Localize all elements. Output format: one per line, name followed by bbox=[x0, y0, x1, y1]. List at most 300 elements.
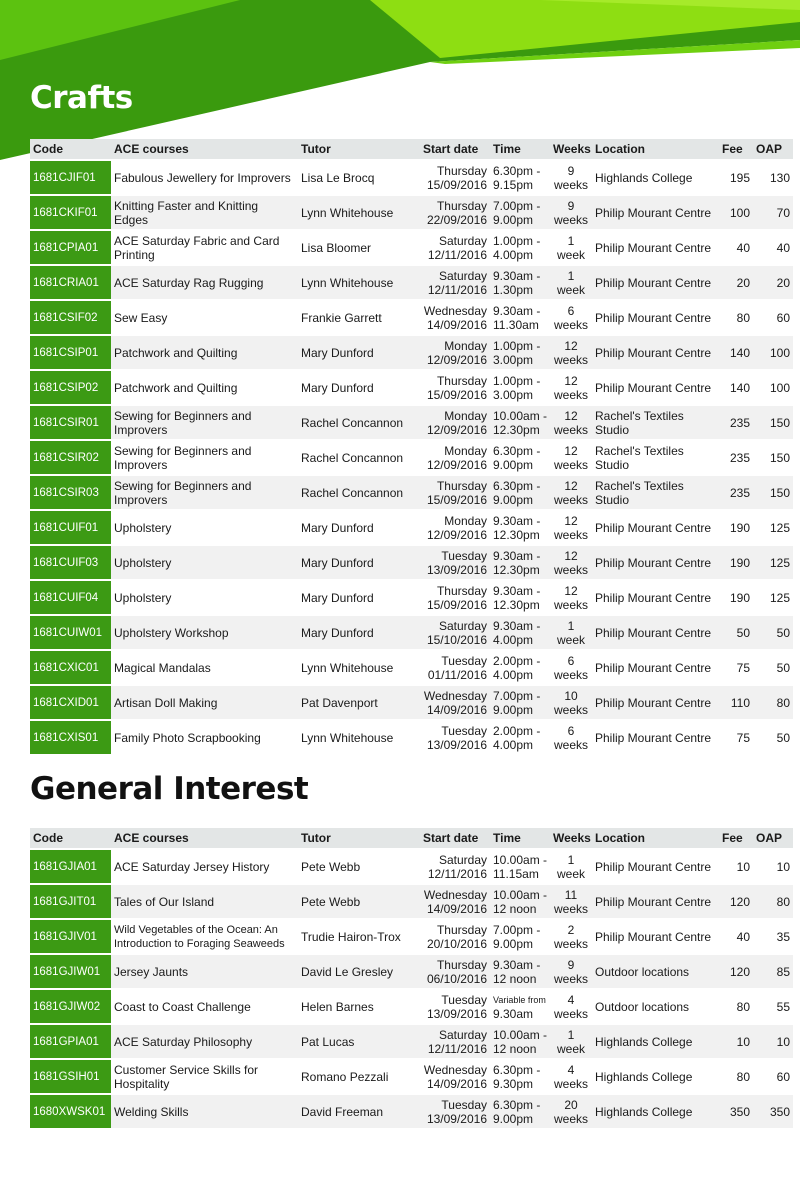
oap-fee: 60 bbox=[776, 310, 790, 325]
time bbox=[490, 954, 550, 989]
weeks: 12 weeks bbox=[550, 335, 592, 370]
time-start: 10.00am - bbox=[493, 887, 548, 902]
tutor-name: David Le Gresley bbox=[298, 954, 420, 989]
course-code: 1681GJIV01 bbox=[30, 919, 111, 954]
start-day: Monday bbox=[444, 513, 487, 528]
location: Philip Mourant Centre bbox=[595, 520, 712, 535]
oap-fee: 55 bbox=[776, 999, 790, 1014]
course-name: Knitting Faster and Knitting Edges bbox=[111, 195, 298, 230]
time-end: 12.30pm bbox=[493, 527, 540, 542]
start-date-value: 12/09/2016 bbox=[426, 352, 487, 367]
tutor-name: Lynn Whitehouse bbox=[298, 265, 420, 300]
tutor-name: Pete Webb bbox=[298, 884, 420, 919]
tutor-name: Lynn Whitehouse bbox=[301, 730, 394, 745]
table-row bbox=[30, 160, 793, 195]
time-end: 9.00pm bbox=[493, 212, 534, 227]
fee: 190 bbox=[729, 590, 750, 605]
time-end: 12 noon bbox=[493, 1041, 537, 1056]
time bbox=[490, 884, 550, 919]
start-date bbox=[420, 849, 490, 884]
time-end: 4.00pm bbox=[493, 247, 534, 262]
course-code: 1681CXIC01 bbox=[30, 650, 111, 685]
header-fee: Fee bbox=[719, 139, 753, 160]
start-date-value: 06/10/2016 bbox=[426, 971, 487, 986]
start-date-value: 15/09/2016 bbox=[426, 492, 487, 507]
oap-fee: 350 bbox=[753, 1094, 793, 1128]
time-start: 6.30pm - bbox=[493, 163, 541, 178]
fee: 140 bbox=[719, 335, 753, 370]
time-start: 6.30pm - bbox=[493, 478, 541, 493]
table-header-row bbox=[30, 139, 793, 160]
table-row bbox=[30, 1059, 793, 1094]
course-name: Wild Vegetables of the Ocean: An Introduction to Foraging Seaweeds bbox=[114, 923, 285, 950]
course-code: 1681CSIR01 bbox=[30, 405, 111, 440]
tutor-name: Pat Lucas bbox=[298, 1024, 420, 1059]
start-date bbox=[420, 335, 490, 370]
time-end: 11.30am bbox=[493, 317, 539, 332]
time bbox=[490, 580, 550, 615]
weeks: 9 weeks bbox=[550, 195, 592, 230]
start-date bbox=[420, 884, 490, 919]
weeks: 1 week bbox=[556, 852, 585, 881]
fee: 190 bbox=[729, 520, 750, 535]
time bbox=[490, 265, 550, 300]
tutor-name: Frankie Garrett bbox=[301, 310, 382, 325]
header-fee: Fee bbox=[719, 828, 753, 849]
oap-fee: 100 bbox=[769, 380, 790, 395]
start-date-value: 14/09/2016 bbox=[426, 702, 487, 717]
course-code: 1680XWSK01 bbox=[30, 1094, 111, 1128]
location: Philip Mourant Centre bbox=[592, 884, 719, 919]
course-code: 1681CSIF02 bbox=[30, 300, 111, 335]
course-code: 1681GJIT01 bbox=[30, 884, 111, 919]
course-name: Upholstery bbox=[114, 520, 172, 535]
start-date bbox=[420, 1024, 490, 1059]
time bbox=[490, 849, 550, 884]
location: Outdoor locations bbox=[592, 954, 719, 989]
tutor-name: Mary Dunford bbox=[298, 335, 420, 370]
course-code: 1681CUIF01 bbox=[30, 510, 111, 545]
table-row bbox=[30, 195, 793, 230]
time-start: 1.00pm - bbox=[493, 373, 541, 388]
start-day: Monday bbox=[444, 408, 487, 423]
weeks: 20 weeks bbox=[550, 1094, 592, 1128]
tutor-name: Mary Dunford bbox=[301, 520, 374, 535]
location: Rachel's Textiles Studio bbox=[592, 475, 719, 510]
time bbox=[490, 510, 550, 545]
course-name: Customer Service Skills for Hospitality bbox=[114, 1062, 259, 1091]
start-date bbox=[420, 650, 490, 685]
oap-fee: 100 bbox=[753, 335, 793, 370]
time bbox=[490, 1094, 550, 1128]
fee: 10 bbox=[736, 859, 750, 874]
start-day: Monday bbox=[444, 338, 487, 353]
table-row bbox=[30, 405, 793, 440]
course-name: Family Photo Scrapbooking bbox=[114, 730, 261, 745]
course-code: 1681CJIF01 bbox=[30, 160, 111, 195]
time-start: Variable from bbox=[493, 994, 546, 1005]
start-date bbox=[420, 545, 490, 580]
location: Highlands College bbox=[592, 1094, 719, 1128]
weeks: 1 week bbox=[550, 265, 592, 300]
time-start: 9.30am - bbox=[493, 513, 541, 528]
start-date-value: 22/09/2016 bbox=[426, 212, 487, 227]
time bbox=[490, 615, 550, 650]
start-date-value: 13/09/2016 bbox=[426, 1006, 487, 1021]
start-day: Saturday bbox=[438, 618, 487, 633]
weeks: 1 week bbox=[550, 1024, 592, 1059]
course-code: 1681GJIA01 bbox=[30, 849, 111, 884]
time-end: 3.00pm bbox=[493, 352, 534, 367]
table-row bbox=[30, 884, 793, 919]
oap-fee: 125 bbox=[753, 545, 793, 580]
start-day: Tuesday bbox=[441, 723, 487, 738]
time-start: 9.30am - bbox=[493, 583, 541, 598]
course-code: 1681CPIA01 bbox=[30, 230, 111, 265]
start-date-value: 13/09/2016 bbox=[426, 737, 487, 752]
start-date bbox=[420, 1059, 490, 1094]
start-day: Wednesday bbox=[423, 303, 487, 318]
fee: 235 bbox=[729, 450, 750, 465]
oap-fee: 125 bbox=[769, 590, 790, 605]
start-day: Tuesday bbox=[441, 992, 487, 1007]
start-day: Saturday bbox=[438, 1027, 487, 1042]
course-name: Fabulous Jewellery for Improvers bbox=[114, 170, 291, 185]
time bbox=[490, 405, 550, 440]
oap-fee: 70 bbox=[753, 195, 793, 230]
fee: 10 bbox=[719, 1024, 753, 1059]
start-day: Thursday bbox=[436, 163, 487, 178]
oap-fee: 150 bbox=[753, 405, 793, 440]
time-end: 4.00pm bbox=[493, 737, 534, 752]
tutor-name: Lisa Bloomer bbox=[301, 240, 372, 255]
location: Highlands College bbox=[595, 170, 693, 185]
time-end: 9.30am bbox=[493, 1006, 534, 1021]
course-name: Sewing for Beginners and Improvers bbox=[114, 443, 252, 472]
header-location: Location bbox=[592, 828, 719, 849]
tutor-name: Trudie Hairon-Trox bbox=[301, 929, 401, 944]
table-row bbox=[30, 475, 793, 510]
fee: 80 bbox=[736, 310, 750, 325]
location: Philip Mourant Centre bbox=[595, 660, 712, 675]
course-name: ACE Saturday Fabric and Card Printing bbox=[114, 233, 280, 262]
start-day: Tuesday bbox=[441, 1097, 487, 1112]
tutor-name: Mary Dunford bbox=[301, 380, 374, 395]
time-end: 9.00pm bbox=[493, 457, 534, 472]
time-end: 9.30pm bbox=[493, 1076, 534, 1091]
start-day: Saturday bbox=[438, 233, 487, 248]
start-date bbox=[420, 720, 490, 754]
location: Highlands College bbox=[592, 1024, 719, 1059]
start-date-value: 12/11/2016 bbox=[427, 866, 487, 881]
table-row bbox=[30, 849, 793, 884]
course-name: Welding Skills bbox=[111, 1094, 298, 1128]
start-date-value: 15/09/2016 bbox=[426, 177, 487, 192]
header-course: ACE courses bbox=[111, 828, 298, 849]
course-name: Sewing for Beginners and Improvers bbox=[111, 405, 298, 440]
start-date-value: 14/09/2016 bbox=[426, 901, 487, 916]
start-date-value: 12/11/2016 bbox=[427, 1041, 487, 1056]
fee: 235 bbox=[719, 405, 753, 440]
time-end: 12.30pm bbox=[493, 597, 540, 612]
section-title-general-interest: General Interest bbox=[30, 771, 309, 807]
course-name: Magical Mandalas bbox=[114, 660, 211, 675]
header-code: Code bbox=[30, 828, 111, 849]
time-start: 6.30pm - bbox=[493, 1062, 541, 1077]
location: Philip Mourant Centre bbox=[595, 240, 712, 255]
weeks: 12 weeks bbox=[553, 443, 588, 472]
start-day: Wednesday bbox=[423, 887, 487, 902]
time bbox=[490, 545, 550, 580]
tutor-name: Lynn Whitehouse bbox=[301, 660, 394, 675]
start-day: Wednesday bbox=[423, 1062, 487, 1077]
start-date-value: 01/11/2016 bbox=[427, 667, 487, 682]
header-tutor: Tutor bbox=[298, 828, 420, 849]
crafts-course-table bbox=[30, 139, 793, 754]
fee: 195 bbox=[729, 170, 750, 185]
table-row bbox=[30, 370, 793, 405]
fee: 350 bbox=[719, 1094, 753, 1128]
tutor-name: Pete Webb bbox=[301, 859, 361, 874]
header-tutor: Tutor bbox=[298, 139, 420, 160]
start-date bbox=[420, 405, 490, 440]
oap-fee: 10 bbox=[776, 859, 790, 874]
start-day: Tuesday bbox=[441, 548, 487, 563]
time bbox=[490, 989, 550, 1024]
weeks: 2 weeks bbox=[553, 922, 588, 951]
table-header-row bbox=[30, 828, 793, 849]
course-code: 1681CRIA01 bbox=[30, 265, 111, 300]
time-end: 12 noon bbox=[493, 971, 537, 986]
start-date-value: 14/09/2016 bbox=[426, 317, 487, 332]
oap-fee: 50 bbox=[776, 730, 790, 745]
location: Rachel's Textiles Studio bbox=[595, 443, 684, 472]
time bbox=[490, 720, 550, 754]
start-date-value: 12/11/2016 bbox=[427, 282, 487, 297]
course-name: Coast to Coast Challenge bbox=[114, 999, 251, 1014]
header-weeks: Weeks bbox=[550, 139, 592, 160]
start-date bbox=[420, 300, 490, 335]
oap-fee: 40 bbox=[776, 240, 790, 255]
start-date bbox=[420, 580, 490, 615]
start-date-value: 20/10/2016 bbox=[426, 936, 487, 951]
time-start: 9.30am - bbox=[493, 957, 541, 972]
start-date bbox=[420, 160, 490, 195]
time-start: 10.00am - bbox=[493, 408, 548, 423]
weeks: 4 weeks bbox=[553, 992, 588, 1021]
weeks: 1 week bbox=[550, 615, 592, 650]
start-date-value: 12/11/2016 bbox=[427, 247, 487, 262]
fee: 120 bbox=[719, 884, 753, 919]
time-start: 9.30am - bbox=[493, 268, 541, 283]
table-row bbox=[30, 650, 793, 685]
tutor-name: Mary Dunford bbox=[301, 590, 374, 605]
weeks: 12 weeks bbox=[553, 373, 588, 402]
tutor-name: Rachel Concannon bbox=[301, 450, 404, 465]
table-row bbox=[30, 720, 793, 754]
course-code: 1681CSIP01 bbox=[30, 335, 111, 370]
fee: 40 bbox=[736, 240, 750, 255]
time-start: 10.00am - bbox=[493, 1027, 548, 1042]
weeks: 10 weeks bbox=[550, 685, 592, 720]
weeks: 12 weeks bbox=[553, 583, 588, 612]
course-code: 1681GSIH01 bbox=[30, 1059, 111, 1094]
weeks: 1 week bbox=[556, 233, 585, 262]
table-row bbox=[30, 1094, 793, 1128]
time-end: 1.30pm bbox=[493, 282, 534, 297]
oap-fee: 150 bbox=[769, 450, 790, 465]
weeks: 11 weeks bbox=[550, 884, 592, 919]
time bbox=[490, 685, 550, 720]
time-end: 4.00pm bbox=[493, 667, 534, 682]
start-date-value: 15/09/2016 bbox=[426, 597, 487, 612]
time-start: 7.00pm - bbox=[493, 198, 541, 213]
course-name: Patchwork and Quilting bbox=[111, 335, 298, 370]
header-oap: OAP bbox=[753, 139, 793, 160]
table-row bbox=[30, 440, 793, 475]
start-date bbox=[420, 265, 490, 300]
header-time: Time bbox=[490, 139, 550, 160]
time bbox=[490, 335, 550, 370]
start-date-value: 12/09/2016 bbox=[426, 422, 487, 437]
time-end: 12.30pm bbox=[493, 562, 540, 577]
course-name: ACE Saturday Jersey History bbox=[114, 859, 270, 874]
header-location: Location bbox=[592, 139, 719, 160]
fee: 100 bbox=[719, 195, 753, 230]
weeks: 12 weeks bbox=[550, 475, 592, 510]
tutor-name: Helen Barnes bbox=[301, 999, 374, 1014]
oap-fee: 85 bbox=[753, 954, 793, 989]
course-name: Patchwork and Quilting bbox=[114, 380, 238, 395]
fee: 50 bbox=[719, 615, 753, 650]
fee: 120 bbox=[719, 954, 753, 989]
course-name: Jersey Jaunts bbox=[111, 954, 298, 989]
location: Philip Mourant Centre bbox=[595, 380, 712, 395]
section-title-crafts: Crafts bbox=[30, 80, 133, 116]
fee: 40 bbox=[736, 929, 750, 944]
time-start: 6.30pm - bbox=[493, 443, 541, 458]
oap-fee: 50 bbox=[776, 660, 790, 675]
time-end: 4.00pm bbox=[493, 632, 534, 647]
header-code: Code bbox=[30, 139, 111, 160]
header-oap: OAP bbox=[753, 828, 793, 849]
start-date-value: 14/09/2016 bbox=[426, 1076, 487, 1091]
oap-fee: 150 bbox=[753, 475, 793, 510]
start-day: Thursday bbox=[436, 373, 487, 388]
start-date bbox=[420, 230, 490, 265]
time-end: 11.15am bbox=[493, 866, 539, 881]
table-row bbox=[30, 510, 793, 545]
course-name: Upholstery bbox=[114, 590, 172, 605]
time-end: 9.00pm bbox=[493, 936, 534, 951]
weeks: 6 weeks bbox=[553, 303, 588, 332]
time bbox=[490, 160, 550, 195]
fee: 20 bbox=[719, 265, 753, 300]
course-name: Tales of Our Island bbox=[111, 884, 298, 919]
start-day: Thursday bbox=[436, 957, 487, 972]
oap-fee: 125 bbox=[769, 520, 790, 535]
course-name: Artisan Doll Making bbox=[111, 685, 298, 720]
location: Philip Mourant Centre bbox=[595, 859, 712, 874]
weeks: 6 weeks bbox=[553, 653, 588, 682]
start-date bbox=[420, 370, 490, 405]
table-row bbox=[30, 989, 793, 1024]
fee: 140 bbox=[729, 380, 750, 395]
location: Outdoor locations bbox=[595, 999, 690, 1014]
start-date bbox=[420, 989, 490, 1024]
location: Philip Mourant Centre bbox=[592, 335, 719, 370]
time-start: 9.30am - bbox=[493, 618, 541, 633]
header-start-date: Start date bbox=[420, 828, 490, 849]
course-code: 1681CSIR03 bbox=[30, 475, 111, 510]
oap-fee: 60 bbox=[776, 1069, 790, 1084]
time-start: 9.30am - bbox=[493, 548, 541, 563]
location: Philip Mourant Centre bbox=[592, 545, 719, 580]
tutor-name: Rachel Concannon bbox=[298, 475, 420, 510]
start-day: Saturday bbox=[438, 268, 487, 283]
course-name: Upholstery Workshop bbox=[111, 615, 298, 650]
fee: 75 bbox=[736, 730, 750, 745]
tutor-name: David Freeman bbox=[298, 1094, 420, 1128]
start-day: Wednesday bbox=[423, 688, 487, 703]
time bbox=[490, 1024, 550, 1059]
location: Philip Mourant Centre bbox=[595, 310, 712, 325]
fee: 235 bbox=[719, 475, 753, 510]
weeks: 9 weeks bbox=[550, 954, 592, 989]
time-start: 10.00am - bbox=[493, 852, 548, 867]
time bbox=[490, 300, 550, 335]
table-row bbox=[30, 615, 793, 650]
table-row bbox=[30, 580, 793, 615]
time-start: 1.00pm - bbox=[493, 233, 541, 248]
time bbox=[490, 195, 550, 230]
start-date-value: 15/10/2016 bbox=[426, 632, 487, 647]
course-name: Sewing for Beginners and Improvers bbox=[111, 475, 298, 510]
tutor-name: Mary Dunford bbox=[298, 615, 420, 650]
weeks: 12 weeks bbox=[553, 513, 588, 542]
table-row bbox=[30, 685, 793, 720]
start-date-value: 13/09/2016 bbox=[426, 562, 487, 577]
start-date bbox=[420, 1094, 490, 1128]
start-day: Saturday bbox=[438, 852, 487, 867]
location: Philip Mourant Centre bbox=[592, 265, 719, 300]
fee: 80 bbox=[736, 999, 750, 1014]
time bbox=[490, 230, 550, 265]
header-weeks: Weeks bbox=[550, 828, 592, 849]
start-date bbox=[420, 615, 490, 650]
time bbox=[490, 370, 550, 405]
tutor-name: Rachel Concannon bbox=[298, 405, 420, 440]
general-interest-course-table bbox=[30, 828, 793, 1128]
table-row bbox=[30, 335, 793, 370]
start-date-value: 13/09/2016 bbox=[426, 1111, 487, 1126]
time-start: 6.30pm - bbox=[493, 1097, 541, 1112]
tutor-name: Lynn Whitehouse bbox=[298, 195, 420, 230]
table-row bbox=[30, 545, 793, 580]
start-date bbox=[420, 195, 490, 230]
table-row bbox=[30, 265, 793, 300]
header-time: Time bbox=[490, 828, 550, 849]
course-name: ACE Saturday Rag Rugging bbox=[111, 265, 298, 300]
course-code: 1681CXID01 bbox=[30, 685, 111, 720]
time-end: 9.00pm bbox=[493, 492, 534, 507]
start-date-value: 12/09/2016 bbox=[426, 527, 487, 542]
course-code: 1681CXIS01 bbox=[30, 720, 111, 754]
course-code: 1681CSIR02 bbox=[30, 440, 111, 475]
start-day: Thursday bbox=[436, 198, 487, 213]
header-start-date: Start date bbox=[420, 139, 490, 160]
oap-fee: 130 bbox=[769, 170, 790, 185]
